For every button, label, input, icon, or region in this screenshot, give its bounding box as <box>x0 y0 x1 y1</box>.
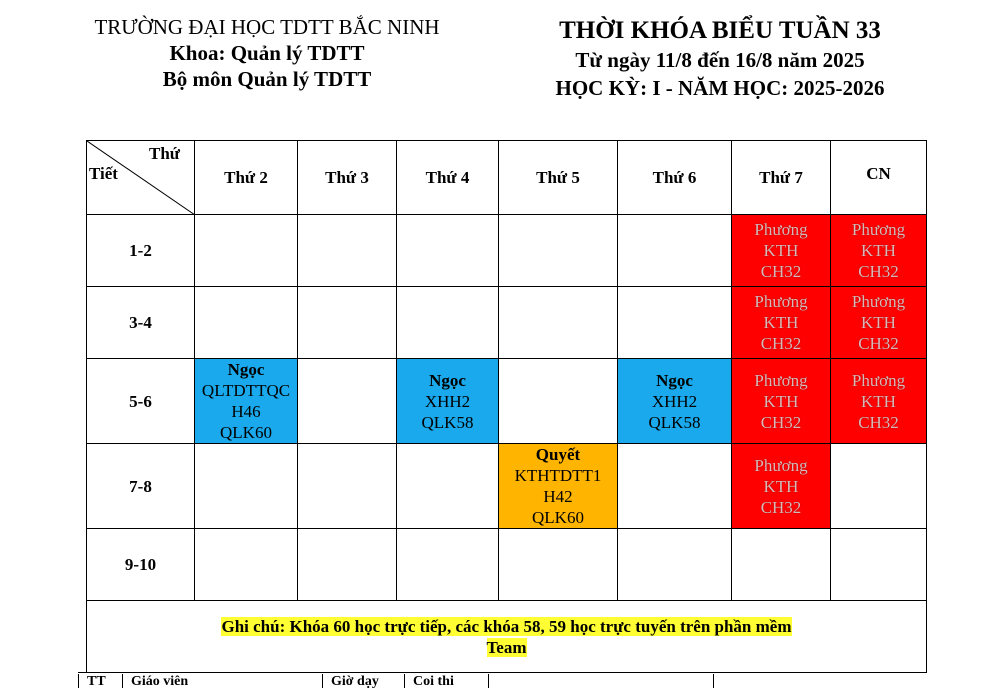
period-row <box>87 287 927 359</box>
session-cell <box>195 359 298 444</box>
header-row <box>87 141 927 215</box>
empty-slot <box>499 215 618 287</box>
session-teacher: Phương <box>754 292 808 311</box>
session-subject: KTH <box>861 241 896 260</box>
faculty-name: Khoa: Quản lý TDTT <box>169 41 365 65</box>
session-room: H46 <box>231 402 261 421</box>
period-row <box>87 529 927 601</box>
period-row <box>87 444 927 529</box>
col-header-exam-proctoring: Coi thi <box>404 674 487 688</box>
empty-slot <box>195 215 298 287</box>
empty-slot <box>732 529 831 601</box>
empty-slot <box>618 215 732 287</box>
period-label: 7-8 <box>87 444 195 529</box>
session-teacher: Phương <box>754 370 808 390</box>
session-subject: KTH <box>861 391 896 411</box>
session-class: QLK58 <box>648 412 701 432</box>
empty-slot <box>195 529 298 601</box>
empty-slot <box>499 529 618 601</box>
empty-slot <box>298 287 397 359</box>
session-cell <box>397 359 499 444</box>
col-header-blank <box>488 674 712 688</box>
session-teacher: Phương <box>851 370 906 390</box>
day-header: Thứ 5 <box>499 141 618 215</box>
empty-slot <box>618 287 732 359</box>
empty-slot <box>397 529 499 601</box>
day-header: Thứ 6 <box>618 141 732 215</box>
session-teacher: Phương <box>754 455 808 475</box>
session-class: CH32 <box>760 334 802 353</box>
semester-info: HỌC KỲ: I - NĂM HỌC: 2025-2026 <box>555 76 885 100</box>
session-room: H42 <box>543 487 573 506</box>
col-header-blank <box>713 674 922 688</box>
session-class: CH32 <box>858 334 899 353</box>
empty-slot <box>298 529 397 601</box>
session-cell <box>618 359 732 444</box>
empty-slot <box>397 287 499 359</box>
session-teacher: Ngọc <box>656 370 693 390</box>
corner-day-label: Thứ <box>149 144 180 163</box>
header-left <box>62 14 472 92</box>
session-subject: XHH2 <box>651 391 698 411</box>
empty-slot <box>298 444 397 529</box>
header-right <box>520 16 920 102</box>
period-label: 1-2 <box>87 215 195 287</box>
timetable <box>86 140 927 673</box>
note-row <box>87 601 927 673</box>
empty-slot <box>831 529 927 601</box>
period-label: 9-10 <box>87 529 195 601</box>
session-subject: QLTDTTQC <box>201 381 291 400</box>
date-range: Từ ngày 11/8 đến 16/8 năm 2025 <box>575 48 865 72</box>
note-line-2: Team <box>486 637 527 657</box>
session-teacher: Ngọc <box>429 370 466 390</box>
session-teacher: Quyết <box>535 445 581 464</box>
corner-cell <box>87 141 195 215</box>
department-name: Bộ môn Quản lý TDTT <box>162 67 372 91</box>
col-header-tt: TT <box>78 674 121 688</box>
empty-slot <box>298 215 397 287</box>
session-cell <box>831 359 927 444</box>
school-name: TRƯỜNG ĐẠI HỌC TDTT BẮC NINH <box>94 15 440 39</box>
session-class: CH32 <box>760 262 802 281</box>
col-header-teaching-hours: Giờ dạy <box>322 674 403 688</box>
period-row <box>87 359 927 444</box>
session-subject: KTH <box>763 241 799 260</box>
session-cell <box>732 359 831 444</box>
session-cell <box>499 444 618 529</box>
session-class: QLK58 <box>421 412 474 432</box>
session-subject: KTH <box>763 391 799 411</box>
session-cell <box>732 287 831 359</box>
empty-slot <box>831 444 927 529</box>
empty-slot <box>195 287 298 359</box>
period-label: 5-6 <box>87 359 195 444</box>
day-header: Thứ 4 <box>397 141 499 215</box>
session-cell <box>732 444 831 529</box>
session-class: CH32 <box>858 262 899 281</box>
empty-slot <box>298 359 397 444</box>
session-cell <box>831 287 927 359</box>
session-cell <box>732 215 831 287</box>
session-cell <box>831 215 927 287</box>
session-teacher: Ngọc <box>227 360 265 379</box>
session-class: CH32 <box>760 497 802 517</box>
session-class: QLK60 <box>532 508 584 527</box>
corner-period-label: Tiết <box>89 164 118 183</box>
period-row <box>87 215 927 287</box>
session-subject: KTH <box>763 313 799 332</box>
empty-slot <box>397 215 499 287</box>
note-cell <box>87 601 927 673</box>
session-class: CH32 <box>760 412 802 432</box>
session-teacher: Phương <box>754 220 808 239</box>
day-header: Thứ 2 <box>195 141 298 215</box>
session-class: QLK60 <box>220 423 272 442</box>
session-subject: KTH <box>861 313 896 332</box>
schedule-title: THỜI KHÓA BIỂU TUẦN 33 <box>559 17 881 44</box>
empty-slot <box>195 444 298 529</box>
empty-slot <box>499 287 618 359</box>
day-header: CN <box>831 141 927 215</box>
period-label: 3-4 <box>87 287 195 359</box>
session-teacher: Phương <box>851 292 906 311</box>
day-header: Thứ 3 <box>298 141 397 215</box>
empty-slot <box>618 444 732 529</box>
teacher-table-header <box>78 672 926 687</box>
session-class: CH32 <box>858 412 899 432</box>
empty-slot <box>499 359 618 444</box>
note-line-1: Ghi chú: Khóa 60 học trực tiếp, các khóa 58, 59 học trực tuyến trên phần mềm <box>221 616 792 636</box>
session-subject: KTHTDTT1 <box>514 466 602 485</box>
session-subject: XHH2 <box>424 391 471 411</box>
col-header-teacher: Giáo viên <box>122 674 321 688</box>
session-subject: KTH <box>763 476 799 496</box>
empty-slot <box>397 444 499 529</box>
session-teacher: Phương <box>851 220 906 239</box>
day-header: Thứ 7 <box>732 141 831 215</box>
empty-slot <box>618 529 732 601</box>
